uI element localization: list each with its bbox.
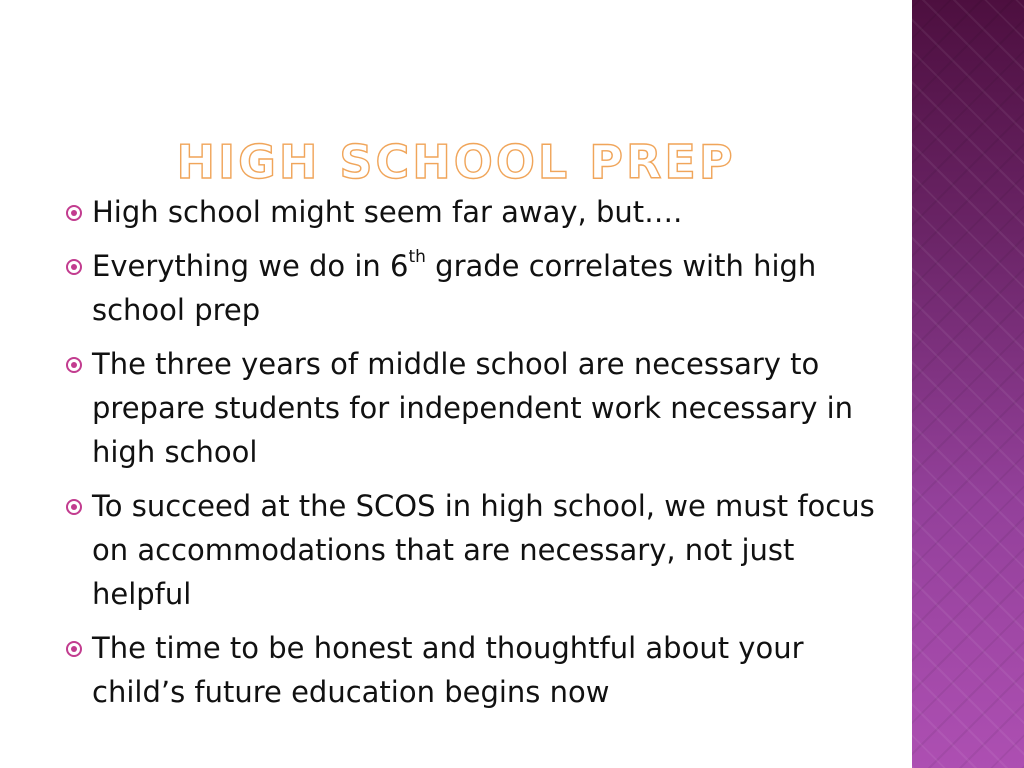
bullet-list	[62, 190, 882, 724]
bullet-item	[62, 244, 882, 332]
bullet-item	[62, 190, 882, 234]
bullet-text-after: grade correlates with high school prep	[92, 249, 817, 327]
bullet-text: To succeed at the SCOS in high school, we must focus on accommodations that are necessary, not just helpful	[92, 489, 875, 611]
radio-bullet-icon	[66, 259, 82, 275]
decorative-side-bar	[912, 0, 1024, 768]
bullet-text-before: Everything we do in 6	[92, 249, 409, 283]
radio-bullet-icon	[66, 499, 82, 515]
ordinal-superscript: th	[408, 247, 426, 267]
bullet-item	[62, 626, 882, 714]
bullet-text: The three years of middle school are necessary to prepare students for independent work necessary in high school	[92, 347, 854, 469]
bullet-item	[62, 484, 882, 616]
bullet-item	[62, 342, 882, 474]
bullet-text: High school might seem far away, but….	[92, 195, 683, 229]
radio-bullet-icon	[66, 205, 82, 221]
radio-bullet-icon	[66, 641, 82, 657]
slide-title: HIGH SCHOOL PREP	[176, 134, 736, 189]
radio-bullet-icon	[66, 357, 82, 373]
bullet-text: The time to be honest and thoughtful about your child’s future education begins now	[92, 631, 804, 709]
